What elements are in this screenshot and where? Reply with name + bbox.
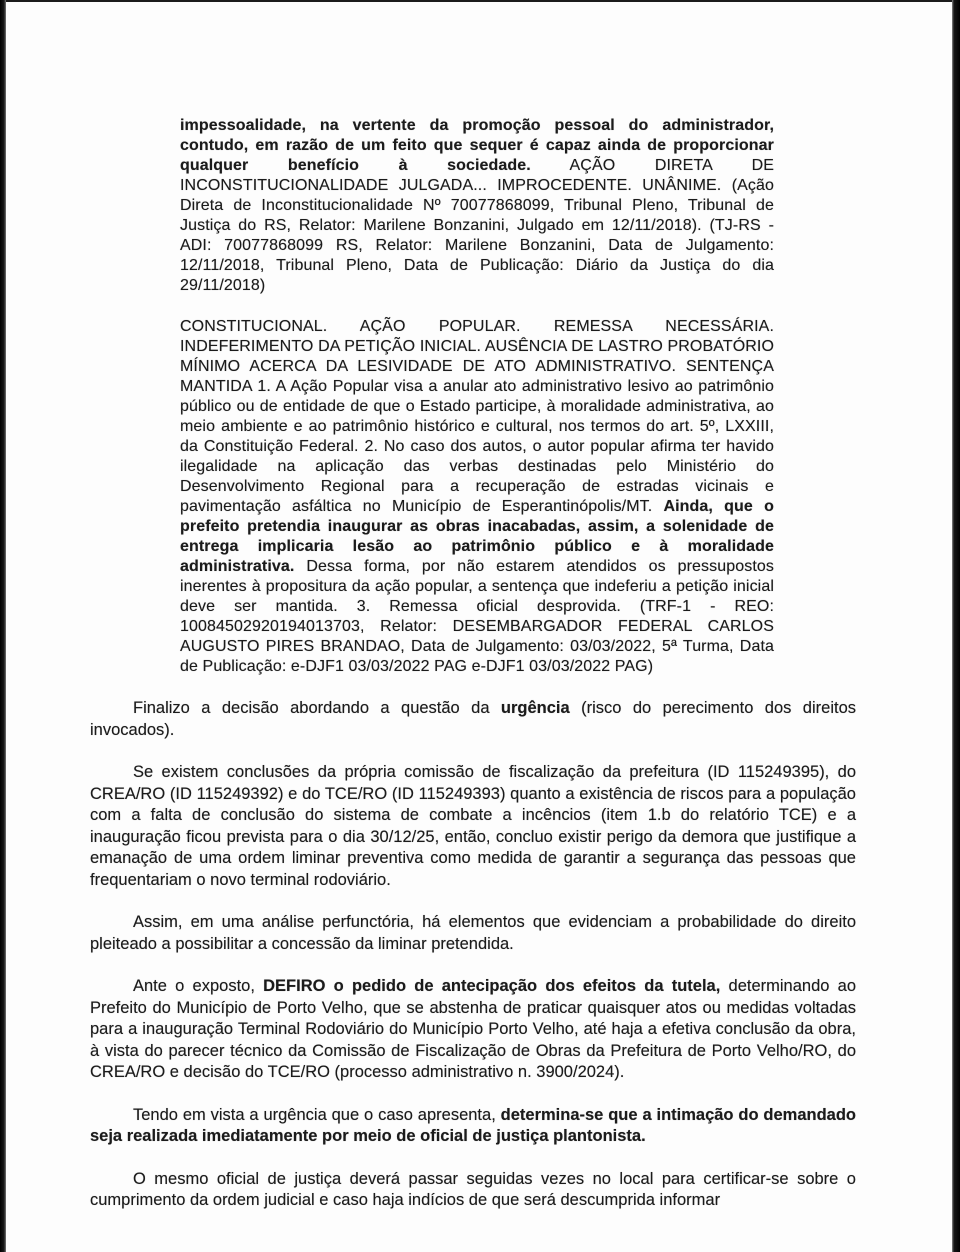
paragraph — [90, 976, 856, 1084]
blockquote — [180, 317, 774, 677]
text-segment: Dessa forma, por não estarem atendidos os pressupostos inerentes à propositura da ação popular, a sentença que indeferiu a petição inicial deve ser mantida. 3. Remessa oficial desprovida. (TRF-1 - REO: 10084502920194013703, Relator: DESEMBARGADOR FEDERAL CARLOS AUGUSTO PIRES BRANDAO, Data de Julgamento: 03/03/2022, 5ª Turma, Data de Publicação: e-DJF1 03/03/2022 PAG e-DJF1 03/03/2022 PAG) — [180, 558, 774, 675]
paragraph — [90, 1169, 856, 1212]
text-segment: Finalizo a decisão abordando a questão da — [133, 699, 501, 717]
scan-edge-top — [0, 0, 960, 2]
bold-text-segment: determina-se que a intimação do demandado seja realizada imediatamente por meio de oficial de justiça plantonista. — [90, 1105, 857, 1145]
text-segment: Tendo em vista a urgência que o caso apresenta, — [133, 1105, 501, 1124]
bold-text-segment: Ainda, que o prefeito pretendia inaugurar as obras inacabadas, assim, a solenidade de entrega implicaria lesão ao patrimônio público e à moralidade administrativa. — [180, 498, 774, 575]
text-segment: (risco do perecimento dos direitos invocados). — [90, 699, 856, 739]
text-segment: Ante o exposto, — [133, 977, 264, 995]
bold-text-segment: urgência — [500, 699, 570, 717]
blockquote — [180, 116, 774, 296]
bold-text-segment: impessoalidade, na vertente da promoção pessoal do administrador, contudo, em razão de um feito que sequer é capaz ainda de proporcionar qualquer benefício à sociedade. — [180, 117, 774, 174]
text-segment: O mesmo oficial de justiça deverá passar seguidas vezes no local para certificar-se sobre o cumprimento da ordem judicial e caso haja indícios de que será descumprida informar — [90, 1169, 856, 1209]
paragraph — [90, 1105, 856, 1148]
text-segment: Assim, em uma análise perfunctória, há elementos que evidenciam a probabilidade do direito pleiteado a possibilitar a concessão da liminar pretendida. — [90, 913, 856, 953]
text-segment: CONSTITUCIONAL. AÇÃO POPULAR. REMESSA NECESSÁRIA. INDEFERIMENTO DA PETIÇÃO INICIAL. AUSÊNCIA DE LASTRO PROBATÓRIO MÍNIMO ACERCA DA LESIVIDADE DE ATO ADMINISTRATIVO. SENTENÇA MANTIDA 1. A Ação Popular visa a anular ato administrativo lesivo ao patrimônio público ou de entidade de que o Estado participe, à moralidade administrativa, ao meio ambiente e ao patrimônio histórico e cultural, nos termos do art. 5º, LXXIII, da Constituição Federal. 2. No caso dos autos, o autor popular afirma ter havido ilegalidade na aplicação das verbas destinadas pelo Ministério do Desenvolvimento Regional para a recuperação de estradas vicinais e pavimentação asfáltica no Município de Esperantinópolis/MT. — [180, 318, 774, 515]
paragraph — [90, 698, 856, 741]
text-segment: determinando ao Prefeito do Município de Porto Velho, que se abstenha de praticar quaisquer atos ou medidas voltadas para a inauguração Terminal Rodoviário do Município Porto Velho, até haja a efetiva conclusão da obra, à vista do parecer técnico da Comissão de Fiscalização de Obras da Prefeitura de Porto Velho/RO, do CREA/RO e decisão do TCE/RO (processo administrativo n. 3900/2024). — [90, 977, 857, 1081]
text-segment: Se existem conclusões da própria comissão de fiscalização da prefeitura (ID 115249395), do CREA/RO (ID 115249392) e do TCE/RO (ID 115249393) quanto a existência de riscos para a população com a falta de conclusão do sistema de combate a incêncios (item 1.b do relatório TCE) e a inauguração ficou prevista para o dia 30/12/25, então, concluo existir perigo da demora que justifique a emanação de uma ordem liminar preventiva como medida de garantir a segurança das pessoas que frequentariam o novo terminal rodoviário. — [90, 763, 856, 889]
scan-edge-left — [0, 0, 6, 1252]
scan-edge-right — [952, 0, 960, 1252]
text-segment: AÇÃO DIRETA DE INCONSTITUCIONALIDADE JULGADA... IMPROCEDENTE. UNÂNIME. (Ação Direta de Inconstitucionalidade Nº 70077868099, Tribunal Pleno, Tribunal de Justiça do RS, Relator: Marilene Bonzanini, Julgado em 12/11/2018). (TJ-RS - ADI: 70077868099 RS, Relator: Marilene Bonzanini, Data de Julgamento: 12/11/2018, Tribunal Pleno, Data de Publicação: Diário da Justiça do dia 29/11/2018) — [180, 157, 774, 294]
paragraph — [90, 912, 856, 955]
paragraph — [90, 762, 856, 891]
bold-text-segment: DEFIRO o pedido de antecipação dos efeitos da tutela, — [263, 977, 721, 995]
